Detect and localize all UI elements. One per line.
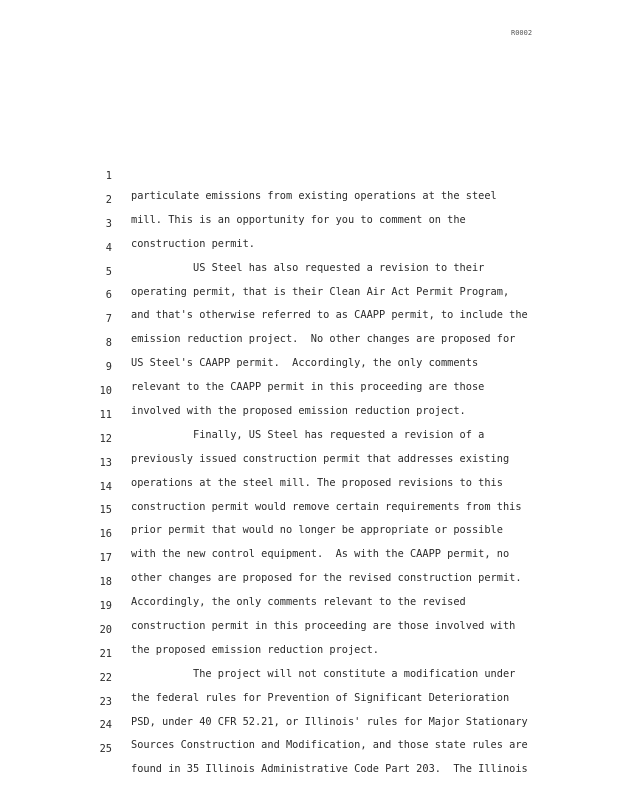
line-text: construction permit. [131, 237, 255, 250]
line-number: 15 [99, 504, 112, 517]
line-number: 17 [99, 552, 112, 565]
line-number: 2 [105, 193, 112, 206]
line-text: US Steel has also requested a revision to their [131, 261, 485, 274]
line-number: 23 [99, 695, 112, 708]
line-number: 1 [105, 170, 112, 182]
line-number: 19 [99, 600, 112, 613]
line-number: 10 [99, 385, 112, 398]
line-number: 13 [99, 456, 112, 469]
page-id-stamp: R0002 [511, 29, 533, 37]
line-text: the proposed emission reduction project. [131, 643, 379, 656]
line-text: emission reduction project. No other changes are proposed for [131, 333, 516, 346]
line-text: operations at the steel mill. The proposed revisions to this [131, 476, 503, 489]
line-text: and that's otherwise referred to as CAAPP permit, to include the [131, 309, 528, 322]
line-number: 22 [99, 671, 112, 684]
line-text: particulate emissions from existing operations at the steel [131, 190, 497, 202]
line-text: other changes are proposed for the revised construction permit. [131, 572, 522, 585]
line-number: 5 [105, 265, 112, 278]
line-number: 14 [99, 480, 112, 493]
line-number: 3 [105, 217, 112, 230]
line-text: PSD, under 40 CFR 52.21, or Illinois' rules for Major Stationary [131, 715, 528, 728]
line-text: construction permit in this proceeding are those involved with [131, 620, 516, 633]
line-text: The project will not constitute a modification under [131, 667, 516, 680]
line-number: 18 [99, 576, 112, 589]
transcript-line [0, 146, 618, 202]
line-number: 6 [105, 289, 112, 302]
line-text: relevant to the CAAPP permit in this proceeding are those [131, 381, 485, 394]
transcript-body [0, 146, 618, 776]
line-number: 7 [105, 313, 112, 326]
line-number: 21 [99, 647, 112, 660]
line-number: 16 [99, 528, 112, 541]
line-text: the federal rules for Prevention of Significant Deterioration [131, 691, 510, 704]
line-text: previously issued construction permit that addresses existing [131, 452, 510, 465]
line-number: 11 [99, 408, 112, 421]
line-number: 8 [105, 337, 112, 350]
line-number: 12 [99, 432, 112, 445]
line-number: 20 [99, 623, 112, 636]
line-text: Sources Construction and Modification, and those state rules are [131, 739, 528, 752]
line-text: prior permit that would no longer be appropriate or possible [131, 524, 503, 537]
line-text: with the new control equipment. As with the CAAPP permit, no [131, 548, 510, 561]
line-number: 24 [99, 719, 112, 732]
line-text: involved with the proposed emission reduction project. [131, 405, 466, 418]
line-number: 9 [105, 361, 112, 374]
line-text: Finally, US Steel has requested a revision of a [131, 428, 485, 441]
line-text: operating permit, that is their Clean Air Act Permit Program, [131, 285, 510, 298]
line-text: construction permit would remove certain requirements from this [131, 500, 522, 513]
line-text: found in 35 Illinois Administrative Code Part 203. The Illinois [131, 763, 528, 776]
line-text: US Steel's CAAPP permit. Accordingly, the only comments [131, 357, 479, 370]
line-text: mill. This is an opportunity for you to comment on the [131, 213, 466, 226]
line-number: 25 [99, 743, 112, 756]
line-text: Accordingly, the only comments relevant to the revised [131, 596, 466, 609]
line-number: 4 [105, 241, 112, 254]
